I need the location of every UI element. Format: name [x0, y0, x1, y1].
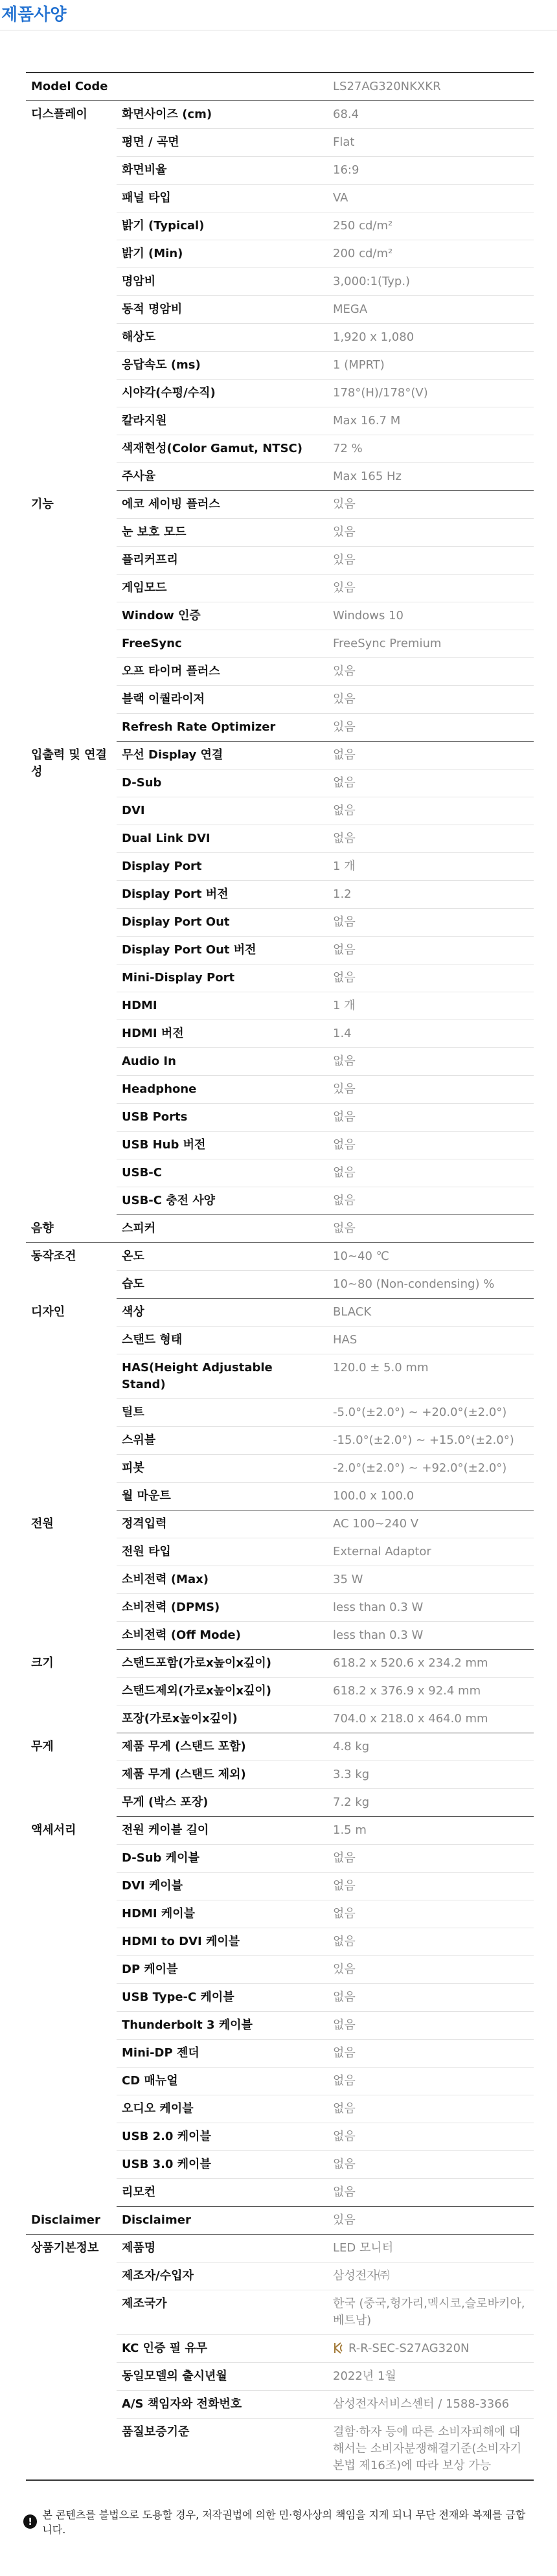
spec-label: 스위블	[117, 1427, 325, 1455]
spec-label: A/S 책임자와 전화번호	[117, 2391, 325, 2419]
spec-label: CD 매뉴얼	[117, 2068, 325, 2095]
spec-value: 있음	[325, 714, 534, 742]
spec-value: 없음	[325, 742, 534, 769]
spec-row	[26, 1510, 534, 1538]
spec-value: 1 (MPRT)	[325, 352, 534, 380]
spec-value: 삼성전자서비스센터 / 1588-3366	[325, 2391, 534, 2419]
spec-value: 35 W	[325, 1566, 534, 1594]
spec-label: 밝기 (Min)	[117, 240, 325, 268]
spec-value: 704.0 x 218.0 x 464.0 mm	[325, 1705, 534, 1733]
spec-value: 없음	[325, 1048, 534, 1076]
spec-label: 제조국가	[117, 2290, 325, 2335]
spec-label: 무선 Display 연결	[117, 742, 325, 769]
spec-value: 있음	[325, 575, 534, 602]
spec-value: Windows 10	[325, 602, 534, 630]
spec-value: 삼성전자㈜	[325, 2263, 534, 2290]
spec-label: 색재현성(Color Gamut, NTSC)	[117, 435, 325, 463]
spec-value: 2022년 1월	[325, 2363, 534, 2391]
spec-value: less than 0.3 W	[325, 1594, 534, 1622]
spec-label: 응답속도 (ms)	[117, 352, 325, 380]
spec-value: 있음	[325, 686, 534, 714]
spec-value: MEGA	[325, 296, 534, 324]
spec-label: 색상	[117, 1299, 325, 1327]
spec-label: 소비전력 (Off Mode)	[117, 1622, 325, 1650]
spec-value: 618.2 x 520.6 x 234.2 mm	[325, 1650, 534, 1678]
spec-value: 있음	[325, 519, 534, 547]
spec-category: 무게	[31, 1739, 54, 1753]
spec-label: 제품 무게 (스탠드 제외)	[117, 1761, 325, 1789]
spec-value: 없음	[325, 1845, 534, 1873]
spec-category: 디스플레이	[31, 108, 87, 121]
spec-label: USB Hub 버전	[117, 1132, 325, 1159]
spec-label: 제품명	[117, 2235, 325, 2263]
spec-value: 결함·하자 등에 따른 소비자피해에 대해서는 소비자분쟁해결기준(소비자기본법 제16조)에 따라 보상 가능	[325, 2419, 534, 2481]
spec-value: 없음	[325, 2151, 534, 2179]
spec-label: 평면 / 곡면	[117, 129, 325, 157]
spec-label: 온도	[117, 1243, 325, 1271]
spec-label: 시야각(수평/수직)	[117, 380, 325, 407]
spec-category: 크기	[31, 1656, 54, 1670]
spec-row	[26, 2235, 534, 2263]
spec-label: 리모컨	[117, 2179, 325, 2207]
spec-label: USB-C 충전 사양	[117, 1187, 325, 1215]
spec-value: -15.0°(±2.0°) ~ +15.0°(±2.0°)	[325, 1427, 534, 1455]
spec-value: 72 %	[325, 435, 534, 463]
spec-value: LS27AG320NKXKR	[325, 73, 534, 101]
spec-value: -5.0°(±2.0°) ~ +20.0°(±2.0°)	[325, 1399, 534, 1427]
spec-label: 포장(가로x높이x깊이)	[117, 1705, 325, 1733]
spec-value: 없음	[325, 937, 534, 964]
spec-label: 전원 타입	[117, 1538, 325, 1566]
spec-label: DVI 케이블	[117, 1873, 325, 1900]
spec-value: 1 개	[325, 992, 534, 1020]
spec-value: 16:9	[325, 157, 534, 185]
spec-label: 플리커프리	[117, 547, 325, 575]
spec-label: USB Ports	[117, 1104, 325, 1132]
spec-label: USB Type-C 케이블	[117, 1984, 325, 2012]
spec-value: 없음	[325, 1984, 534, 2012]
spec-value: 있음	[325, 2207, 534, 2235]
spec-value: 3,000:1(Typ.)	[325, 268, 534, 296]
spec-label: 블랙 이퀄라이저	[117, 686, 325, 714]
spec-value: 10~80 (Non-condensing) %	[325, 1271, 534, 1299]
spec-label: Headphone	[117, 1076, 325, 1104]
spec-category: 입출력 및 연결성	[31, 747, 107, 779]
spec-row	[26, 1299, 534, 1327]
spec-table	[26, 72, 534, 2481]
spec-value: 없음	[325, 2095, 534, 2123]
spec-value: 없음	[325, 1104, 534, 1132]
spec-label: 눈 보호 모드	[117, 519, 325, 547]
spec-value: 없음	[325, 1159, 534, 1187]
kc-certification-icon	[333, 2342, 345, 2354]
spec-label: 스탠드제외(가로x높이x깊이)	[117, 1678, 325, 1705]
spec-label: 패널 타입	[117, 185, 325, 212]
page-title: 제품사양	[0, 0, 557, 30]
spec-label: Window 인증	[117, 602, 325, 630]
spec-label: 전원 케이블 길이	[117, 1817, 325, 1845]
spec-value: 178°(H)/178°(V)	[325, 380, 534, 407]
spec-value: Max 165 Hz	[325, 463, 534, 491]
spec-value: 1.5 m	[325, 1817, 534, 1845]
spec-value: 4.8 kg	[325, 1733, 534, 1761]
spec-label: 게임모드	[117, 575, 325, 602]
spec-label: 품질보증기준	[117, 2419, 325, 2481]
spec-value: 없음	[325, 1215, 534, 1243]
spec-value: 1.4	[325, 1020, 534, 1048]
spec-value: External Adaptor	[325, 1538, 534, 1566]
spec-label: 무게 (박스 포장)	[117, 1789, 325, 1817]
spec-label: 해상도	[117, 324, 325, 352]
spec-value: BLACK	[325, 1299, 534, 1327]
spec-label: 스탠드 형태	[117, 1327, 325, 1354]
spec-label: DP 케이블	[117, 1956, 325, 1984]
spec-value: 없음	[325, 769, 534, 797]
spec-label: HDMI 버전	[117, 1020, 325, 1048]
spec-label: Dual Link DVI	[117, 825, 325, 853]
spec-label: 틸트	[117, 1399, 325, 1427]
spec-value: 250 cd/m²	[325, 212, 534, 240]
spec-category: 액세서리	[31, 1823, 76, 1837]
spec-label: USB 2.0 케이블	[117, 2123, 325, 2151]
spec-value: 68.4	[325, 101, 534, 129]
spec-label: Display Port 버전	[117, 881, 325, 909]
spec-value: 1 개	[325, 853, 534, 881]
copyright-text: 본 콘텐츠를 불법으로 도용할 경우, 저작권법에 의한 민·형사상의 책임을 지게 되니 무단 전재와 복제를 금합니다.	[42, 2509, 526, 2536]
spec-row	[26, 742, 534, 769]
spec-value: Max 16.7 M	[325, 407, 534, 435]
spec-value	[325, 2335, 534, 2363]
spec-value: 200 cd/m²	[325, 240, 534, 268]
spec-label: 스탠드포함(가로x높이x깊이)	[117, 1650, 325, 1678]
spec-value: 1.2	[325, 881, 534, 909]
spec-value: AC 100~240 V	[325, 1510, 534, 1538]
spec-label: Display Port Out	[117, 909, 325, 937]
spec-value: 10~40 ℃	[325, 1243, 534, 1271]
spec-label: D-Sub	[117, 769, 325, 797]
spec-label: 화면사이즈 (cm)	[117, 101, 325, 129]
spec-label: USB 3.0 케이블	[117, 2151, 325, 2179]
spec-value: 3.3 kg	[325, 1761, 534, 1789]
spec-value: 없음	[325, 1132, 534, 1159]
spec-label: USB-C	[117, 1159, 325, 1187]
spec-category: Disclaimer	[26, 2207, 117, 2235]
spec-label: HDMI 케이블	[117, 1900, 325, 1928]
spec-value: 618.2 x 376.9 x 92.4 mm	[325, 1678, 534, 1705]
spec-row	[26, 73, 534, 101]
spec-section	[0, 30, 557, 2481]
spec-category: 전원	[31, 1516, 54, 1531]
spec-value: 없음	[325, 2012, 534, 2040]
spec-row	[26, 1650, 534, 1678]
spec-value: Flat	[325, 129, 534, 157]
spec-label: Mini-Display Port	[117, 964, 325, 992]
spec-value: VA	[325, 185, 534, 212]
spec-row	[26, 1215, 534, 1243]
spec-label: 밝기 (Typical)	[117, 212, 325, 240]
spec-label: Thunderbolt 3 케이블	[117, 2012, 325, 2040]
spec-label: Disclaimer	[117, 2207, 325, 2235]
exclamation-icon: !	[23, 2514, 37, 2529]
spec-label: FreeSync	[117, 630, 325, 658]
spec-label: 주사율	[117, 463, 325, 491]
spec-row	[26, 1817, 534, 1845]
spec-label: 제조자/수입자	[117, 2263, 325, 2290]
spec-value: 없음	[325, 2123, 534, 2151]
spec-label: KC 인증 필 유무	[117, 2335, 325, 2363]
spec-label: Audio In	[117, 1048, 325, 1076]
spec-label: Display Port	[117, 853, 325, 881]
spec-value: HAS	[325, 1327, 534, 1354]
spec-row	[26, 101, 534, 129]
spec-value: 120.0 ± 5.0 mm	[325, 1354, 534, 1399]
spec-value: FreeSync Premium	[325, 630, 534, 658]
spec-category: 상품기본정보	[31, 2241, 99, 2255]
spec-value: 7.2 kg	[325, 1789, 534, 1817]
spec-label: 피봇	[117, 1455, 325, 1483]
spec-value: less than 0.3 W	[325, 1622, 534, 1650]
spec-value: 없음	[325, 1187, 534, 1215]
spec-value: 없음	[325, 2179, 534, 2207]
spec-value: 없음	[325, 2068, 534, 2095]
spec-label: 화면비율	[117, 157, 325, 185]
spec-value: LED 모니터	[325, 2235, 534, 2263]
spec-value: 없음	[325, 1900, 534, 1928]
spec-label: 월 마운트	[117, 1483, 325, 1510]
spec-row	[26, 491, 534, 519]
spec-value: 없음	[325, 909, 534, 937]
spec-value: 없음	[325, 1928, 534, 1956]
spec-label: 명암비	[117, 268, 325, 296]
spec-value: 100.0 x 100.0	[325, 1483, 534, 1510]
copyright-notice	[23, 2507, 534, 2549]
spec-category: 동작조건	[31, 1249, 76, 1263]
spec-label: HDMI	[117, 992, 325, 1020]
spec-label: 오프 타이머 플러스	[117, 658, 325, 686]
spec-value: 없음	[325, 964, 534, 992]
spec-label: 에코 세이빙 플러스	[117, 491, 325, 519]
spec-label: 스피커	[117, 1215, 325, 1243]
spec-label: Display Port Out 버전	[117, 937, 325, 964]
spec-row	[26, 1243, 534, 1271]
spec-row	[26, 2207, 534, 2235]
spec-value: 1,920 x 1,080	[325, 324, 534, 352]
spec-value: 있음	[325, 547, 534, 575]
spec-label: 동적 명암비	[117, 296, 325, 324]
spec-label: HDMI to DVI 케이블	[117, 1928, 325, 1956]
spec-value: 없음	[325, 1873, 534, 1900]
spec-label: D-Sub 케이블	[117, 1845, 325, 1873]
spec-label: 습도	[117, 1271, 325, 1299]
spec-label	[117, 73, 325, 101]
spec-label: HAS(Height Adjustable Stand)	[117, 1354, 325, 1399]
spec-label: Mini-DP 젠더	[117, 2040, 325, 2068]
spec-category: 디자인	[31, 1305, 65, 1319]
spec-value: 없음	[325, 2040, 534, 2068]
spec-value: 있음	[325, 1956, 534, 1984]
spec-label: 오디오 케이블	[117, 2095, 325, 2123]
spec-value: 있음	[325, 491, 534, 519]
spec-label: Refresh Rate Optimizer	[117, 714, 325, 742]
spec-value: 한국 (중국,헝가리,멕시코,슬로바키아,베트남)	[325, 2290, 534, 2335]
spec-label: 소비전력 (DPMS)	[117, 1594, 325, 1622]
spec-category: 음향	[26, 1215, 117, 1243]
spec-value: 있음	[325, 1076, 534, 1104]
spec-label: DVI	[117, 797, 325, 825]
spec-value: 없음	[325, 825, 534, 853]
spec-label: 칼라지원	[117, 407, 325, 435]
spec-value: 있음	[325, 658, 534, 686]
spec-label: 정격입력	[117, 1510, 325, 1538]
kc-number: R-R-SEC-S27AG320N	[348, 2342, 470, 2355]
spec-label: 소비전력 (Max)	[117, 1566, 325, 1594]
spec-label: 제품 무게 (스탠드 포함)	[117, 1733, 325, 1761]
spec-label: 동일모델의 출시년월	[117, 2363, 325, 2391]
spec-category: 기능	[31, 497, 54, 511]
spec-value: -2.0°(±2.0°) ~ +92.0°(±2.0°)	[325, 1455, 534, 1483]
spec-value: 없음	[325, 797, 534, 825]
spec-row	[26, 1733, 534, 1761]
spec-category: Model Code	[26, 73, 117, 101]
